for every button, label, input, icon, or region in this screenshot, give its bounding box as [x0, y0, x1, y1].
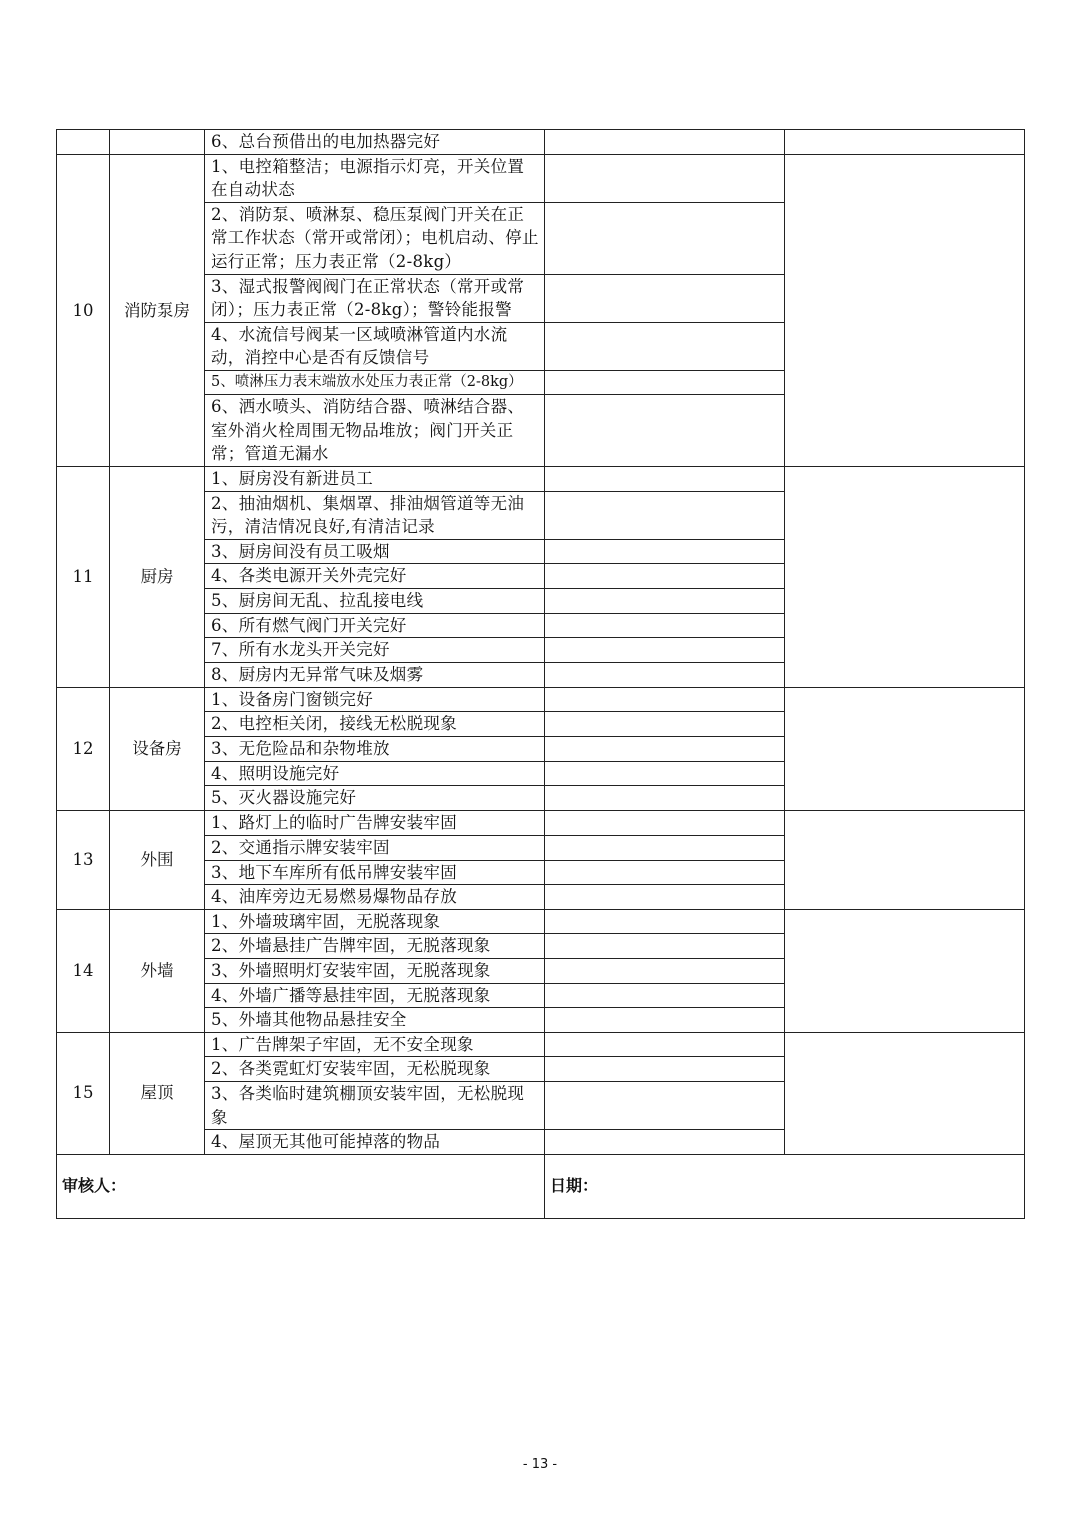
check-item: 3、地下车库所有低吊牌安装牢固 — [205, 860, 545, 885]
inspection-checklist-table — [56, 129, 1025, 1219]
check-item: 3、厨房间没有员工吸烟 — [205, 539, 545, 564]
check-item: 3、湿式报警阀阀门在正常状态（常开或常闭）；压力表正常（2-8kg）；警铃能报警 — [205, 274, 545, 322]
remark-cell — [785, 687, 1025, 811]
check-result-cell — [545, 202, 785, 274]
section-area: 消防泵房 — [110, 154, 205, 467]
section-number: 11 — [57, 467, 110, 688]
section-number: 13 — [57, 811, 110, 910]
check-result-cell — [545, 322, 785, 370]
check-result-cell — [545, 811, 785, 836]
section-area — [110, 130, 205, 155]
check-item: 2、各类霓虹灯安装牢固，无松脱现象 — [205, 1057, 545, 1082]
check-item: 3、无危险品和杂物堆放 — [205, 737, 545, 762]
check-item: 2、电控柜关闭，接线无松脱现象 — [205, 712, 545, 737]
checklist-row — [57, 909, 1025, 934]
check-item: 8、厨房内无异常气味及烟雾 — [205, 662, 545, 687]
checklist-row — [57, 811, 1025, 836]
check-result-cell — [545, 712, 785, 737]
remark-cell — [785, 1032, 1025, 1154]
remark-cell — [785, 909, 1025, 1032]
check-item: 1、广告牌架子牢固，无不安全现象 — [205, 1032, 545, 1057]
check-result-cell — [545, 835, 785, 860]
check-item: 1、厨房没有新进员工 — [205, 467, 545, 492]
check-item: 1、电控箱整洁；电源指示灯亮，开关位置在自动状态 — [205, 154, 545, 202]
check-result-cell — [545, 786, 785, 811]
check-result-cell — [545, 564, 785, 589]
check-item: 4、屋顶无其他可能掉落的物品 — [205, 1130, 545, 1155]
checklist-row — [57, 154, 1025, 202]
section-number: 14 — [57, 909, 110, 1032]
check-result-cell — [545, 860, 785, 885]
remark-cell — [785, 811, 1025, 910]
check-result-cell — [545, 638, 785, 663]
check-item: 5、厨房间无乱、拉乱接电线 — [205, 588, 545, 613]
check-result-cell — [545, 934, 785, 959]
remark-cell — [785, 154, 1025, 467]
check-result-cell — [545, 909, 785, 934]
check-item: 6、总台预借出的电加热器完好 — [205, 130, 545, 155]
check-item: 1、路灯上的临时广告牌安装牢固 — [205, 811, 545, 836]
remark-cell — [785, 130, 1025, 155]
check-result-cell — [545, 1082, 785, 1130]
signature-row — [57, 1154, 1025, 1218]
check-result-cell — [545, 737, 785, 762]
check-item: 5、灭火器设施完好 — [205, 786, 545, 811]
remark-cell — [785, 467, 1025, 688]
section-area: 外墙 — [110, 909, 205, 1032]
check-result-cell — [545, 491, 785, 539]
check-item: 4、水流信号阀某一区域喷淋管道内水流动，消控中心是否有反馈信号 — [205, 322, 545, 370]
check-item: 4、油库旁边无易燃易爆物品存放 — [205, 885, 545, 910]
reviewer-field: 审核人： — [57, 1154, 545, 1218]
check-result-cell — [545, 1032, 785, 1057]
check-item: 2、交通指示牌安装牢固 — [205, 835, 545, 860]
check-result-cell — [545, 885, 785, 910]
check-result-cell — [545, 983, 785, 1008]
check-result-cell — [545, 613, 785, 638]
check-item: 1、外墙玻璃牢固，无脱落现象 — [205, 909, 545, 934]
check-item: 2、消防泵、喷淋泵、稳压泵阀门开关在正常工作状态（常开或常闭）；电机启动、停止运行正常；压力表正常（2-8kg） — [205, 202, 545, 274]
check-item: 4、各类电源开关外壳完好 — [205, 564, 545, 589]
check-result-cell — [545, 687, 785, 712]
check-result-cell — [545, 154, 785, 202]
check-result-cell — [545, 1130, 785, 1155]
check-result-cell — [545, 130, 785, 155]
checklist-row — [57, 467, 1025, 492]
section-number — [57, 130, 110, 155]
section-number: 10 — [57, 154, 110, 467]
section-area: 厨房 — [110, 467, 205, 688]
checklist-row — [57, 130, 1025, 155]
check-item: 7、所有水龙头开关完好 — [205, 638, 545, 663]
check-result-cell — [545, 662, 785, 687]
section-area: 外围 — [110, 811, 205, 910]
check-result-cell — [545, 370, 785, 395]
check-result-cell — [545, 1008, 785, 1033]
check-result-cell — [545, 539, 785, 564]
checklist-row — [57, 687, 1025, 712]
section-area: 设备房 — [110, 687, 205, 811]
check-item: 5、喷淋压力表末端放水处压力表正常（2-8kg） — [205, 370, 545, 395]
check-item: 2、抽油烟机、集烟罩、排油烟管道等无油污，清洁情况良好,有清洁记录 — [205, 491, 545, 539]
check-item: 3、外墙照明灯安装牢固，无脱落现象 — [205, 959, 545, 984]
check-result-cell — [545, 588, 785, 613]
check-item: 4、照明设施完好 — [205, 761, 545, 786]
section-number: 15 — [57, 1032, 110, 1154]
check-item: 6、洒水喷头、消防结合器、喷淋结合器、室外消火栓周围无物品堆放；阀门开关正常；管道无漏水 — [205, 395, 545, 467]
check-item: 2、外墙悬挂广告牌牢固，无脱落现象 — [205, 934, 545, 959]
check-result-cell — [545, 1057, 785, 1082]
check-result-cell — [545, 274, 785, 322]
check-item: 3、各类临时建筑棚顶安装牢固，无松脱现象 — [205, 1082, 545, 1130]
check-item: 6、所有燃气阀门开关完好 — [205, 613, 545, 638]
check-item: 1、设备房门窗锁完好 — [205, 687, 545, 712]
checklist-row — [57, 1032, 1025, 1057]
page-number: - 13 - — [522, 1457, 558, 1472]
check-result-cell — [545, 761, 785, 786]
section-number: 12 — [57, 687, 110, 811]
check-result-cell — [545, 395, 785, 467]
check-result-cell — [545, 467, 785, 492]
check-item: 5、外墙其他物品悬挂安全 — [205, 1008, 545, 1033]
date-field: 日期： — [545, 1154, 1025, 1218]
check-result-cell — [545, 959, 785, 984]
checklist-body — [57, 130, 1025, 1219]
check-item: 4、外墙广播等悬挂牢固，无脱落现象 — [205, 983, 545, 1008]
section-area: 屋顶 — [110, 1032, 205, 1154]
